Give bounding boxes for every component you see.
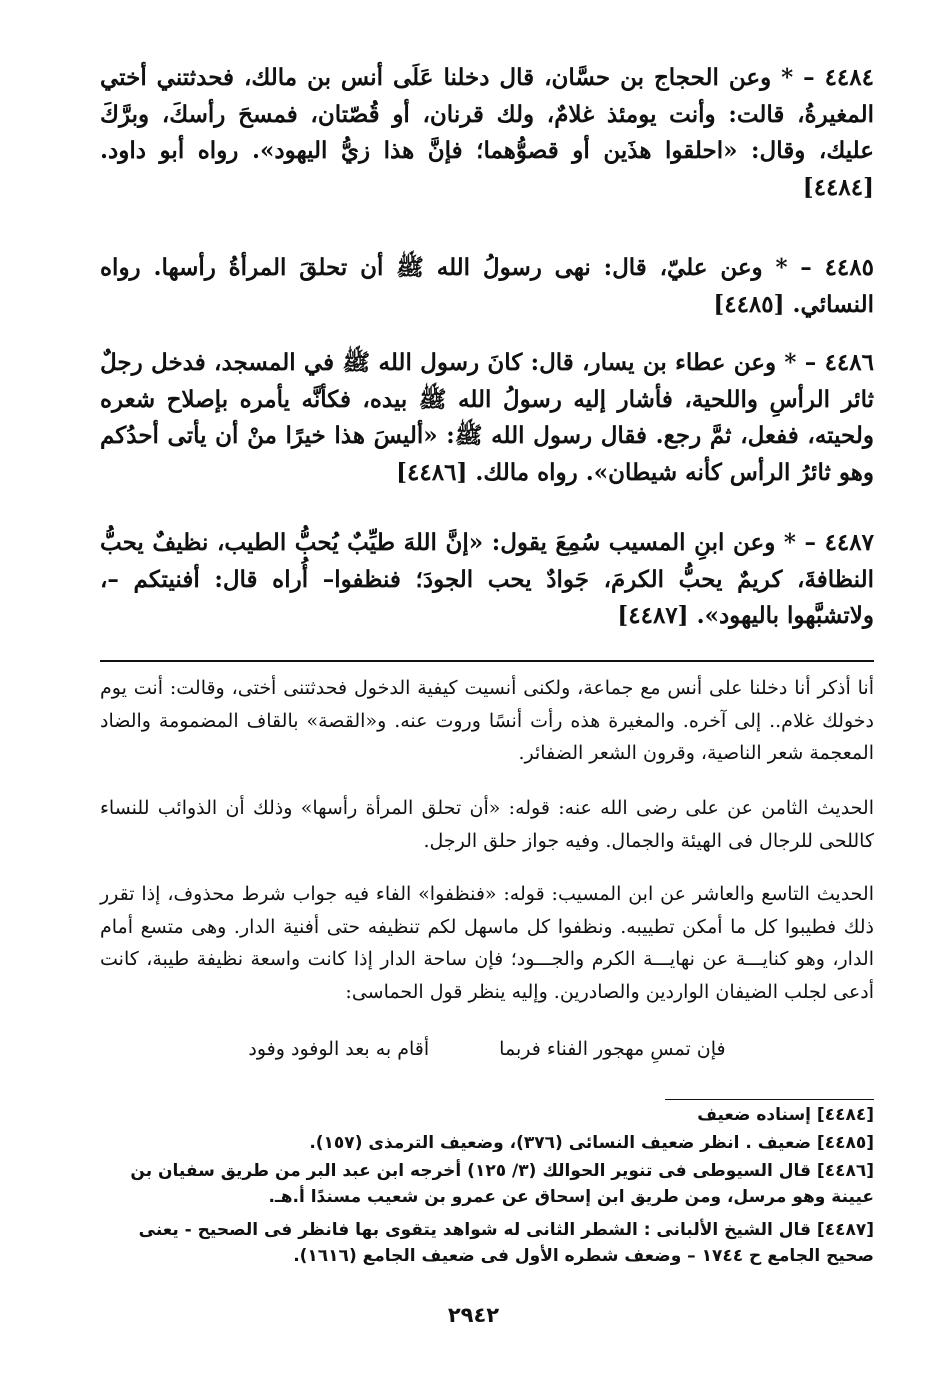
footnote: [٤٤٨٤] إسناده ضعيف: [697, 1105, 874, 1125]
hadith-text: ٤٤٨٤ – * وعن الحجاج بن حسَّان، قال دخلنا عَلَى أنس بن مالك، فحدثتني أختي المغيرةُ، قالت: وأنت يومئذ غلامٌ، ولك قرنان، أو قُصّتان، فمسحَ رأسكَ، وبرَّكَ عليك، وقال: «احلقوا هذَين أو قصوُّهما؛ فإنَّ هذا زيُّ اليهود». رواه أبو داود.: [100, 64, 874, 164]
hadith-4484: [100, 60, 874, 206]
hadith-text: ٤٤٨٥ – * وعن عليّ، قال: نهى رسولُ الله ﷺ أن تحلقَ المرأةُ رأسها. رواه النسائي.: [100, 254, 874, 318]
hadith-reference: [٤٤٨٧]: [617, 602, 689, 629]
hadith-4486: [100, 345, 874, 491]
hadith-4485: [100, 250, 874, 323]
section-divider: [100, 660, 874, 662]
hadith-reference: [٤٤٨٦]: [396, 458, 468, 486]
commentary-paragraph: الحديث الثامن عن على رضى الله عنه: قوله: «أن تحلق المرأة رأسها» وذلك أن الذوائب للنساء كاللحى للرجال فى الهيئة والجمال. وفيه جواز حلق الرجل.: [100, 797, 874, 852]
verse-second-hemistich: أقام به بعد الوفود وفود: [248, 1038, 430, 1060]
hadith-reference: [٤٤٨٤]: [802, 173, 874, 201]
commentary-paragraph: الحديث التاسع والعاشر عن ابن المسيب: قوله: «فنظفوا» الفاء فيه جواب شرط محذوف، إذا تقرر ذلك فطيبوا كل ما أمكن تطييبه. ونظفوا كل ماسهل لكم تنظيفه حتى أفنية الدار. وهى متسع أمام الدار، وهو كنايـــة عن نهايـــة الكرم والجـــود؛ فإن ساحة الدار إذا كانت واسعة نظيفة طيبة، كانت أدعى لجلب الضيفان الواردين والصادرين. وإليه ينظر قول الحماسى:: [100, 883, 874, 1003]
page-number: ٢٩٤٢: [447, 1303, 500, 1327]
footnote: [٤٤٨٧] قال الشيخ الألبانى : الشطر الثانى له شواهد يتقوى بها فانظر فى الصحيح - يعنى صحيح الجامع ح ١٧٤٤ – وضعف شطره الأول فى ضعيف الجامع (١٦١٦).: [138, 1220, 874, 1266]
hadith-text: ٤٤٨٧ – * وعن ابنِ المسيب سُمِعَ يقول: «إنَّ اللهَ طيِّبٌ يُحبُّ الطيب، نظيفٌ يحبُّ النظافةَ، كريمٌ يحبُّ الكرمَ، جَوادٌ يحب الجودَ؛ فنظفوا– أُراه قال: أفنيتكم –، ولاتشبَّهوا باليهود».: [100, 529, 874, 629]
poetry-verse: [100, 1038, 874, 1060]
verse-first-hemistich: فإن تمسِ مهجور الفناء فربما: [499, 1038, 726, 1060]
hadith-text: ٤٤٨٦ – * وعن عطاء بن يسار، قال: كانَ رسول الله ﷺ في المسجد، فدخل رجلٌ ثائر الرأسِ واللحية، فأشار إليه رسولُ الله ﷺ بيده، فكأنَّه يأمره بإصلاح شعره ولحيته، ففعل، ثمَّ رجع. فقال رسول الله ﷺ: «أليسَ هذا خيرًا منْ أن يأتى أحدُكم وهو ثائرُ الرأس كأنه شيطان». رواه مالك.: [100, 349, 874, 486]
footnote-divider: [665, 1099, 874, 1100]
hadith-reference: [٤٤٨٥]: [713, 290, 785, 318]
commentary-paragraph: أنا أذكر أنا دخلنا على أنس مع جماعة، ولكنى أنسيت كيفية الدخول فحدثتنى أختى، وقالت: أنت يوم دخولك غلام.. إلى آخره. والمغيرة هذه رأت أنسًا وروت عنه. و«القصة» بالقاف المضمومة والضاد المعجمة شعر الناصية، وقرون الشعر الضفائر.: [100, 677, 874, 764]
footnote: [٤٤٨٥] ضعيف . انظر ضعيف النسائى (٣٧٦)، وضعيف الترمذى (١٥٧).: [309, 1133, 874, 1153]
footnote: [٤٤٨٦] قال السيوطى فى تنوير الحوالك (٣/ ١٢٥) أخرجه ابن عبد البر من طريق سفيان بن عيينة وهو مرسل، ومن طريق ابن إسحاق عن عمرو بن شعيب مسندًا أ.هـ.: [130, 1161, 874, 1207]
hadith-4487: [100, 525, 874, 635]
